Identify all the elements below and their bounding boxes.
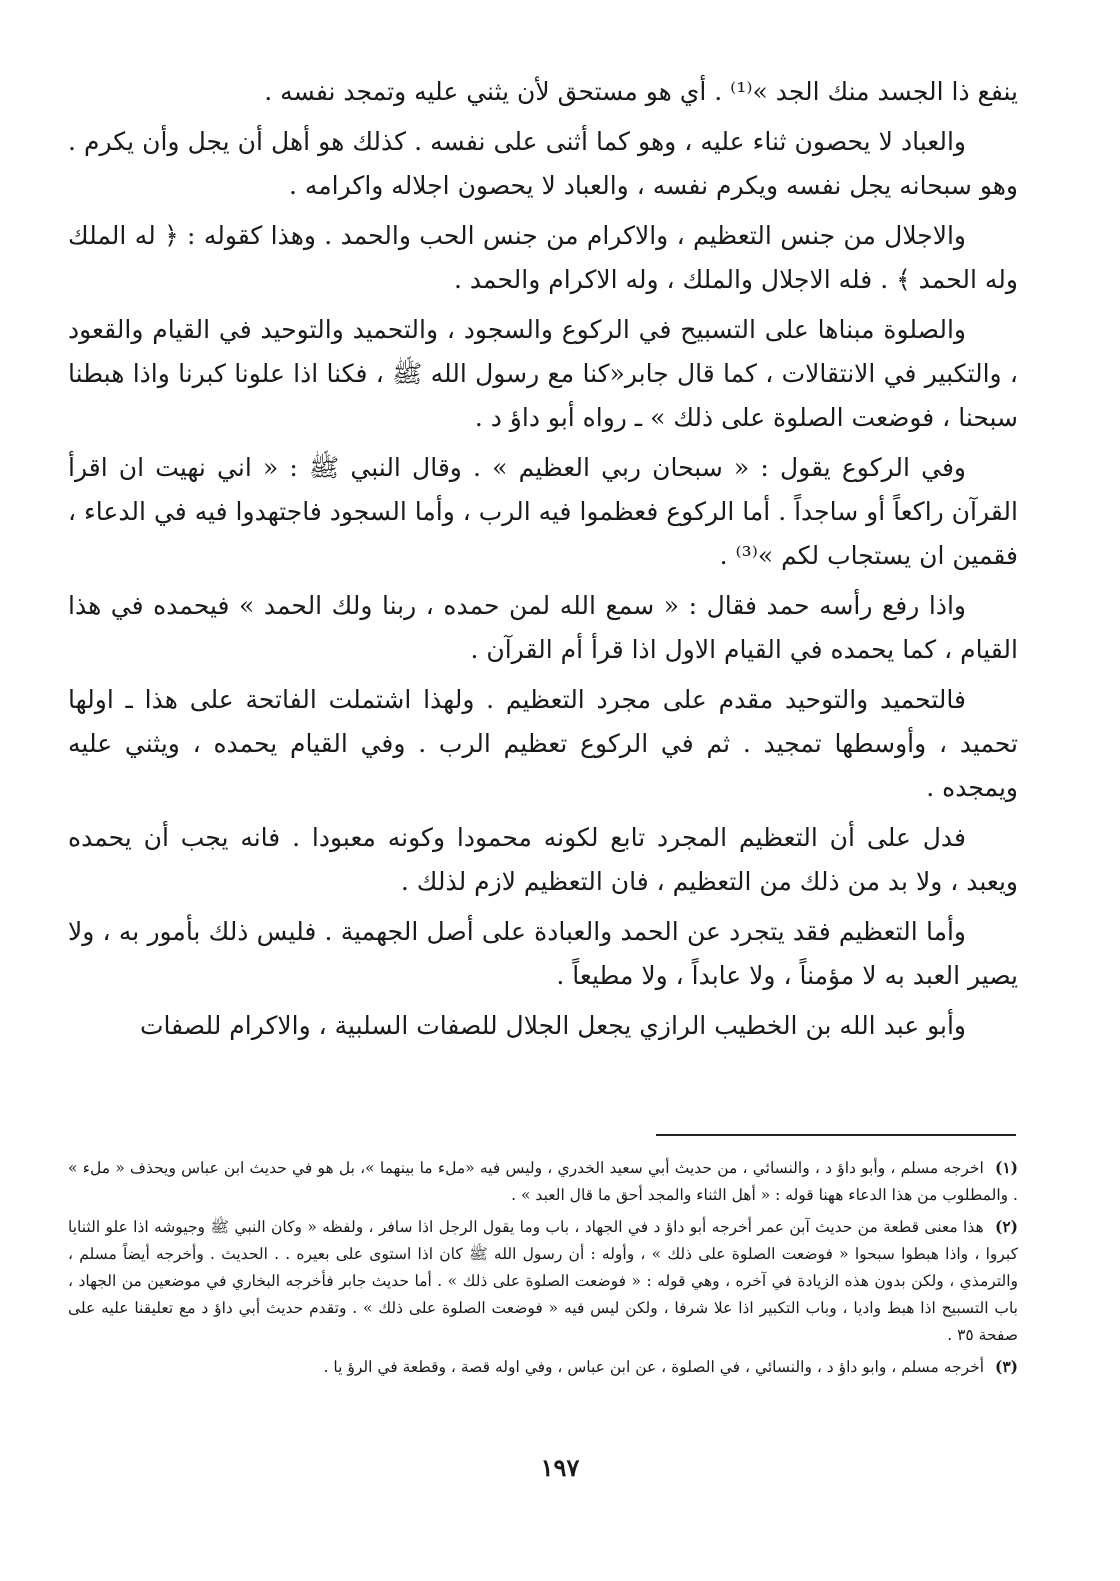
paragraph-7: فالتحميد والتوحيد مقدم على مجرد التعظيم . ولهذا اشتملت الفاتحة على هذا ـ اولها تحميد ، وأوسطها تمجيد . ثم في الركوع تعظيم الرب . وفي القيام يحمده ، ويثني عليه ويمجده . bbox=[68, 685, 1018, 802]
paragraph-3: والاجلال من جنس التعظيم ، والاكرام من جنس الحب والحمد . وهذا كقوله : ﴿ له الملك وله الحمد ﴾ . فله الاجلال والملك ، وله الاكرام والحمد . bbox=[68, 221, 1018, 294]
paragraph-9: وأما التعظيم فقد يتجرد عن الحمد والعبادة على أصل الجهمية . فليس ذلك بأمور به ، ولا يصير العبد به لا مؤمناً ، ولا عابداً ، ولا مطيعاً . bbox=[68, 917, 1018, 990]
footnotes bbox=[68, 1154, 1018, 1385]
footnote-1 bbox=[68, 1154, 1018, 1209]
footnote-separator bbox=[656, 1134, 1016, 1136]
footnote-text: أخرجه مسلم ، وابو داؤ د ، والنسائي ، في الصلوة ، عن ابن عباس ، وفي اوله قصة ، وقطعة في الرؤ يا . bbox=[323, 1358, 985, 1376]
page-number: ١٩٧ bbox=[540, 1453, 580, 1482]
paragraph-6: واذا رفع رأسه حمد فقال : « سمع الله لمن حمده ، ربنا ولك الحمد » فيحمده في هذا القيام ، كما يحمده في القيام الاول اذا قرأ أم القرآن . bbox=[68, 591, 1018, 664]
paragraph-10: وأبو عبد الله بن الخطيب الرازي يجعل الجلال للصفات السلبية ، والاكرام للصفات bbox=[139, 1011, 966, 1040]
footnote-number: (١) bbox=[994, 1158, 1018, 1177]
footnote-2 bbox=[68, 1213, 1018, 1349]
footnote-text: اخرجه مسلم ، وأبو داؤ د ، والنسائي ، من حديث أبي سعيد الخدري ، وليس فيه «ملء ما بينهما »، بل هو في حديث ابن عباس ويحذف « ملء » . والمطلوب من هذا الدعاء ههنا قوله : « أهل الثناء والمجد أحق ما قال العبد » . bbox=[68, 1159, 1018, 1204]
paragraph-1: ينفع ذا الجسد منك الجد »⁽¹⁾ . أي هو مستحق لأن يثني عليه وتمجد نفسه . bbox=[264, 77, 1018, 106]
footnote-number: (٢) bbox=[994, 1217, 1018, 1236]
footnote-number: (٣) bbox=[994, 1357, 1018, 1376]
paragraph-4: والصلوة مبناها على التسبيح في الركوع والسجود ، والتحميد والتوحيد في القيام والقعود ، والتكبير في الانتقالات ، كما قال جابر«كنا مع رسول الله ﷺ ، فكنا اذا علونا كبرنا واذا هبطنا سبحنا ، فوضعت الصلوة على ذلك » ـ رواه أبو داؤ د . bbox=[68, 315, 1018, 432]
paragraph-5: وفي الركوع يقول : « سبحان ربي العظيم » . وقال النبي ﷺ : « اني نهيت ان اقرأ القرآن راكعاً أو ساجداً . أما الركوع فعظموا فيه الرب ، وأما السجود فاجتهدوا فيه في الدعاء ، فقمين ان يستجاب لكم »⁽³⁾ . bbox=[68, 453, 1018, 570]
footnote-text: هذا معنى قطعة من حديث آبن عمر أخرجه أبو داؤ د في الجهاد ، باب وما يقول الرجل اذا سافر ، ولفظه « وكان النبي ﷺ وجيوشه اذا علو الثنايا كبروا ، واذا هبطوا سبحوا « فوضعت الصلوة على ذلك » ، وأوله : أن رسول الله ﷺ كان اذا استوى على بعيره . . الحديث . وأخرجه أيضاً مسلم ، والترمذي ، ولكن بدون هذه الزيادة في آخره ، وهي قوله : « فوضعت الصلوة على ذلك » . أما حديث جابر فأخرجه البخاري في موضعين من الجهاد ، باب التسبيح اذا هبط واديا ، وباب التكبير اذا علا شرفا ، ولكن ليس فيه « فوضعت الصلوة على ذلك » . وتقدم حديث أبي داؤ د مع تعليقنا عليه على صفحة ٣٥ . bbox=[68, 1218, 1018, 1344]
paragraph-2: والعباد لا يحصون ثناء عليه ، وهو كما أثنى على نفسه . كذلك هو أهل أن يجل وأن يكرم . وهو سبحانه يجل نفسه ويكرم نفسه ، والعباد لا يحصون اجلاله واكرامه . bbox=[68, 127, 1018, 200]
footnote-3 bbox=[68, 1353, 1018, 1381]
main-text bbox=[68, 70, 1018, 1054]
paragraph-8: فدل على أن التعظيم المجرد تابع لكونه محمودا وكونه معبودا . فانه يجب أن يحمده ويعبد ، ولا بد من ذلك من التعظيم ، فان التعظيم لازم لذلك . bbox=[68, 823, 1018, 896]
